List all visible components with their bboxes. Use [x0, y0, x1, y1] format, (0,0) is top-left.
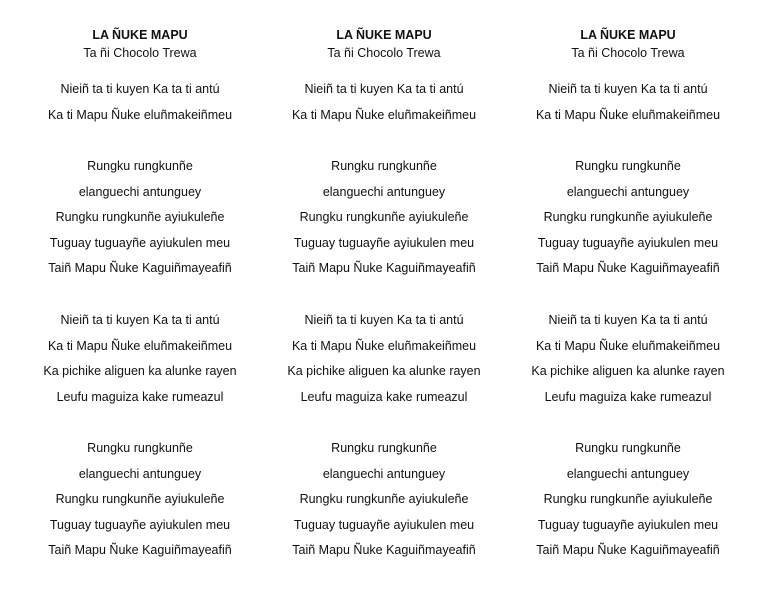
lyric-line: Tuguay tuguayñe ayiukulen meu: [537, 236, 719, 250]
lyric-line: Rungku rungkunñe ayiukuleñe: [543, 492, 713, 506]
lyric-line: Ka ti Mapu Ñuke eluñmakeiñmeu: [291, 108, 477, 122]
lyric-line: Nieiñ ta ti kuyen Ka ta ti antú: [60, 82, 220, 96]
lyric-line: Rungku rungkunñe ayiukuleñe: [55, 210, 225, 224]
lyric-line: Ka ti Mapu Ñuke eluñmakeiñmeu: [535, 108, 721, 122]
lyric-line: Rungku rungkunñe ayiukuleñe: [543, 210, 713, 224]
lyric-line: Tuguay tuguayñe ayiukulen meu: [49, 236, 231, 250]
lyric-line: elanguechi antunguey: [322, 467, 446, 481]
lyric-line: Rungku rungkunñe ayiukuleñe: [55, 492, 225, 506]
lyric-line: Taiñ Mapu Ñuke Kaguiñmayeafiñ: [48, 261, 232, 275]
lyric-line: Tuguay tuguayñe ayiukulen meu: [49, 518, 231, 532]
lyric-line: Tuguay tuguayñe ayiukulen meu: [293, 518, 475, 532]
lyric-line: Tuguay tuguayñe ayiukulen meu: [293, 236, 475, 250]
song-title: LA ÑUKE MAPU: [336, 28, 432, 42]
lyric-line: Rungku rungkunñe: [87, 159, 193, 173]
lyric-line: Rungku rungkunñe: [575, 159, 681, 173]
song-subtitle: Ta ñi Chocolo Trewa: [83, 46, 197, 60]
lyric-line: Taiñ Mapu Ñuke Kaguiñmayeafiñ: [536, 261, 720, 275]
lyric-line: Rungku rungkunñe ayiukuleñe: [299, 210, 469, 224]
lyric-line: Nieiñ ta ti kuyen Ka ta ti antú: [304, 82, 464, 96]
lyric-line: elanguechi antunguey: [566, 467, 690, 481]
lyric-line: Rungku rungkunñe ayiukuleñe: [299, 492, 469, 506]
lyric-line: elanguechi antunguey: [78, 185, 202, 199]
song-subtitle: Ta ñi Chocolo Trewa: [571, 46, 685, 60]
lyric-line: Ka pichike aliguen ka alunke rayen: [287, 364, 481, 378]
lyric-line: Nieiñ ta ti kuyen Ka ta ti antú: [60, 313, 220, 327]
lyric-line: Leufu maguiza kake rumeazul: [300, 390, 468, 404]
lyric-line: Ka ti Mapu Ñuke eluñmakeiñmeu: [47, 108, 233, 122]
song-subtitle: Ta ñi Chocolo Trewa: [327, 46, 441, 60]
lyric-line: Rungku rungkunñe: [575, 441, 681, 455]
lyric-line: Taiñ Mapu Ñuke Kaguiñmayeafiñ: [292, 261, 476, 275]
song-title: LA ÑUKE MAPU: [580, 28, 676, 42]
lyric-line: Nieiñ ta ti kuyen Ka ta ti antú: [548, 313, 708, 327]
lyric-line: Tuguay tuguayñe ayiukulen meu: [537, 518, 719, 532]
lyric-line: elanguechi antunguey: [322, 185, 446, 199]
lyric-line: Ka pichike aliguen ka alunke rayen: [43, 364, 237, 378]
lyric-line: Rungku rungkunñe: [331, 159, 437, 173]
lyric-line: Taiñ Mapu Ñuke Kaguiñmayeafiñ: [48, 543, 232, 557]
lyric-line: Ka ti Mapu Ñuke eluñmakeiñmeu: [291, 339, 477, 353]
lyric-line: Nieiñ ta ti kuyen Ka ta ti antú: [548, 82, 708, 96]
lyric-line: Rungku rungkunñe: [331, 441, 437, 455]
lyric-line: Taiñ Mapu Ñuke Kaguiñmayeafiñ: [536, 543, 720, 557]
lyric-line: elanguechi antunguey: [78, 467, 202, 481]
lyric-line: elanguechi antunguey: [566, 185, 690, 199]
lyric-line: Nieiñ ta ti kuyen Ka ta ti antú: [304, 313, 464, 327]
lyric-line: Leufu maguiza kake rumeazul: [544, 390, 712, 404]
lyric-line: Ka ti Mapu Ñuke eluñmakeiñmeu: [47, 339, 233, 353]
lyric-line: Rungku rungkunñe: [87, 441, 193, 455]
lyric-line: Ka pichike aliguen ka alunke rayen: [531, 364, 725, 378]
song-title: LA ÑUKE MAPU: [92, 28, 188, 42]
lyric-line: Taiñ Mapu Ñuke Kaguiñmayeafiñ: [292, 543, 476, 557]
lyric-line: Leufu maguiza kake rumeazul: [56, 390, 224, 404]
lyric-line: Ka ti Mapu Ñuke eluñmakeiñmeu: [535, 339, 721, 353]
